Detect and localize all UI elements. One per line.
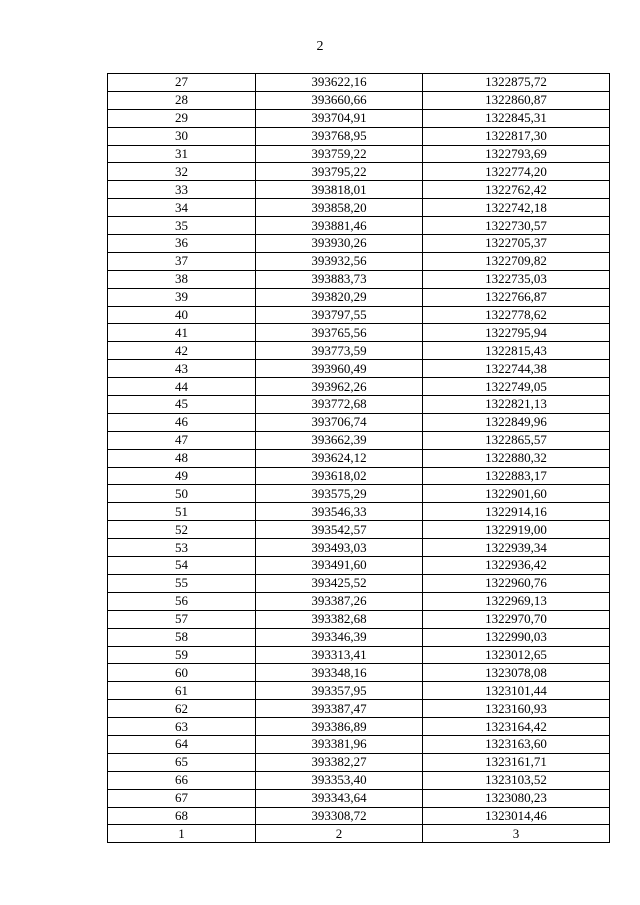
table-row	[108, 592, 610, 610]
x-coordinate-cell: 393660,66	[256, 91, 423, 109]
x-coordinate-cell: 393387,47	[256, 700, 423, 718]
point-number-cell: 56	[108, 592, 256, 610]
x-coordinate-cell: 393960,49	[256, 360, 423, 378]
x-coordinate-cell: 393382,68	[256, 610, 423, 628]
point-number-cell: 60	[108, 664, 256, 682]
y-coordinate-cell: 1322960,76	[423, 574, 610, 592]
table-row	[108, 217, 610, 235]
x-coordinate-cell: 393491,60	[256, 557, 423, 575]
y-coordinate-cell: 1322815,43	[423, 342, 610, 360]
y-coordinate-cell: 1323012,65	[423, 646, 610, 664]
x-coordinate-cell: 393706,74	[256, 413, 423, 431]
point-number-cell: 45	[108, 396, 256, 414]
y-coordinate-cell: 1323014,46	[423, 807, 610, 825]
point-number-cell: 40	[108, 306, 256, 324]
table-row	[108, 503, 610, 521]
x-coordinate-cell: 393382,27	[256, 753, 423, 771]
point-number-cell: 53	[108, 539, 256, 557]
x-coordinate-cell: 393343,64	[256, 789, 423, 807]
point-number-cell: 33	[108, 181, 256, 199]
point-number-cell: 42	[108, 342, 256, 360]
point-number-cell: 36	[108, 235, 256, 253]
x-coordinate-cell: 393357,95	[256, 682, 423, 700]
column-number-cell: 3	[423, 825, 610, 843]
y-coordinate-cell: 1322774,20	[423, 163, 610, 181]
x-coordinate-cell: 393759,22	[256, 145, 423, 163]
y-coordinate-cell: 1323080,23	[423, 789, 610, 807]
point-number-cell: 55	[108, 574, 256, 592]
table-row	[108, 396, 610, 414]
x-coordinate-cell: 393818,01	[256, 181, 423, 199]
x-coordinate-cell: 393313,41	[256, 646, 423, 664]
point-number-cell: 62	[108, 700, 256, 718]
page-number: 2	[316, 39, 324, 54]
y-coordinate-cell: 1322821,13	[423, 396, 610, 414]
point-number-cell: 31	[108, 145, 256, 163]
point-number-cell: 65	[108, 753, 256, 771]
table-row	[108, 413, 610, 431]
point-number-cell: 67	[108, 789, 256, 807]
table-row	[108, 91, 610, 109]
point-number-cell: 52	[108, 521, 256, 539]
x-coordinate-cell: 393772,68	[256, 396, 423, 414]
point-number-cell: 64	[108, 735, 256, 753]
y-coordinate-cell: 1322845,31	[423, 109, 610, 127]
x-coordinate-cell: 393820,29	[256, 288, 423, 306]
x-coordinate-cell: 393662,39	[256, 431, 423, 449]
point-number-cell: 29	[108, 109, 256, 127]
x-coordinate-cell: 393493,03	[256, 539, 423, 557]
table-row	[108, 360, 610, 378]
y-coordinate-cell: 1322883,17	[423, 467, 610, 485]
column-number-cell: 2	[256, 825, 423, 843]
x-coordinate-cell: 393348,16	[256, 664, 423, 682]
table-row	[108, 700, 610, 718]
y-coordinate-cell: 1322762,42	[423, 181, 610, 199]
point-number-cell: 43	[108, 360, 256, 378]
table-row	[108, 288, 610, 306]
column-number-cell: 1	[108, 825, 256, 843]
y-coordinate-cell: 1322744,38	[423, 360, 610, 378]
y-coordinate-cell: 1322865,57	[423, 431, 610, 449]
point-number-cell: 28	[108, 91, 256, 109]
table-row	[108, 74, 610, 92]
x-coordinate-cell: 393932,56	[256, 252, 423, 270]
y-coordinate-cell: 1322936,42	[423, 557, 610, 575]
table-row	[108, 735, 610, 753]
y-coordinate-cell: 1322742,18	[423, 199, 610, 217]
y-coordinate-cell: 1322778,62	[423, 306, 610, 324]
table-row	[108, 449, 610, 467]
x-coordinate-cell: 393386,89	[256, 718, 423, 736]
x-coordinate-cell: 393773,59	[256, 342, 423, 360]
point-number-cell: 41	[108, 324, 256, 342]
table-row	[108, 252, 610, 270]
point-number-cell: 44	[108, 378, 256, 396]
table-row	[108, 467, 610, 485]
x-coordinate-cell: 393546,33	[256, 503, 423, 521]
table-row	[108, 646, 610, 664]
point-number-cell: 32	[108, 163, 256, 181]
point-number-cell: 35	[108, 217, 256, 235]
table-row	[108, 270, 610, 288]
x-coordinate-cell: 393622,16	[256, 74, 423, 92]
x-coordinate-cell: 393575,29	[256, 485, 423, 503]
y-coordinate-cell: 1323101,44	[423, 682, 610, 700]
table-row	[108, 199, 610, 217]
y-coordinate-cell: 1322939,34	[423, 539, 610, 557]
y-coordinate-cell: 1322860,87	[423, 91, 610, 109]
table-row	[108, 109, 610, 127]
y-coordinate-cell: 1322969,13	[423, 592, 610, 610]
y-coordinate-cell: 1322970,70	[423, 610, 610, 628]
table-row	[108, 145, 610, 163]
table-row	[108, 807, 610, 825]
x-coordinate-cell: 393624,12	[256, 449, 423, 467]
point-number-cell: 61	[108, 682, 256, 700]
table-row	[108, 789, 610, 807]
table-row	[108, 557, 610, 575]
y-coordinate-cell: 1322880,32	[423, 449, 610, 467]
point-number-cell: 58	[108, 628, 256, 646]
point-number-cell: 63	[108, 718, 256, 736]
point-number-cell: 37	[108, 252, 256, 270]
table-row	[108, 682, 610, 700]
column-number-row	[108, 825, 610, 843]
y-coordinate-cell: 1322919,00	[423, 521, 610, 539]
table-row	[108, 539, 610, 557]
table-row	[108, 574, 610, 592]
table-row	[108, 235, 610, 253]
x-coordinate-cell: 393765,56	[256, 324, 423, 342]
x-coordinate-cell: 393346,39	[256, 628, 423, 646]
table-row	[108, 521, 610, 539]
x-coordinate-cell: 393858,20	[256, 199, 423, 217]
point-number-cell: 68	[108, 807, 256, 825]
table-row	[108, 324, 610, 342]
point-number-cell: 51	[108, 503, 256, 521]
point-number-cell: 39	[108, 288, 256, 306]
x-coordinate-cell: 393542,57	[256, 521, 423, 539]
table-row	[108, 431, 610, 449]
coordinates-table	[107, 73, 610, 843]
x-coordinate-cell: 393881,46	[256, 217, 423, 235]
y-coordinate-cell: 1323103,52	[423, 771, 610, 789]
x-coordinate-cell: 393795,22	[256, 163, 423, 181]
y-coordinate-cell: 1322990,03	[423, 628, 610, 646]
table-row	[108, 163, 610, 181]
table-row	[108, 753, 610, 771]
x-coordinate-cell: 393353,40	[256, 771, 423, 789]
x-coordinate-cell: 393930,26	[256, 235, 423, 253]
y-coordinate-cell: 1323163,60	[423, 735, 610, 753]
y-coordinate-cell: 1323160,93	[423, 700, 610, 718]
y-coordinate-cell: 1322766,87	[423, 288, 610, 306]
point-number-cell: 57	[108, 610, 256, 628]
x-coordinate-cell: 393883,73	[256, 270, 423, 288]
point-number-cell: 66	[108, 771, 256, 789]
x-coordinate-cell: 393425,52	[256, 574, 423, 592]
y-coordinate-cell: 1322849,96	[423, 413, 610, 431]
point-number-cell: 54	[108, 557, 256, 575]
point-number-cell: 59	[108, 646, 256, 664]
y-coordinate-cell: 1322705,37	[423, 235, 610, 253]
y-coordinate-cell: 1322709,82	[423, 252, 610, 270]
y-coordinate-cell: 1323078,08	[423, 664, 610, 682]
point-number-cell: 47	[108, 431, 256, 449]
point-number-cell: 27	[108, 74, 256, 92]
y-coordinate-cell: 1322749,05	[423, 378, 610, 396]
table-row	[108, 610, 610, 628]
point-number-cell: 46	[108, 413, 256, 431]
table-row	[108, 181, 610, 199]
table-row	[108, 306, 610, 324]
y-coordinate-cell: 1322735,03	[423, 270, 610, 288]
y-coordinate-cell: 1322914,16	[423, 503, 610, 521]
table-row	[108, 718, 610, 736]
point-number-cell: 38	[108, 270, 256, 288]
y-coordinate-cell: 1322901,60	[423, 485, 610, 503]
x-coordinate-cell: 393704,91	[256, 109, 423, 127]
point-number-cell: 34	[108, 199, 256, 217]
y-coordinate-cell: 1322875,72	[423, 74, 610, 92]
point-number-cell: 48	[108, 449, 256, 467]
y-coordinate-cell: 1322793,69	[423, 145, 610, 163]
y-coordinate-cell: 1323161,71	[423, 753, 610, 771]
y-coordinate-cell: 1322817,30	[423, 127, 610, 145]
x-coordinate-cell: 393618,02	[256, 467, 423, 485]
y-coordinate-cell: 1322730,57	[423, 217, 610, 235]
point-number-cell: 49	[108, 467, 256, 485]
y-coordinate-cell: 1322795,94	[423, 324, 610, 342]
table-row	[108, 664, 610, 682]
table-row	[108, 628, 610, 646]
x-coordinate-cell: 393768,95	[256, 127, 423, 145]
point-number-cell: 30	[108, 127, 256, 145]
x-coordinate-cell: 393797,55	[256, 306, 423, 324]
x-coordinate-cell: 393387,26	[256, 592, 423, 610]
table-row	[108, 771, 610, 789]
x-coordinate-cell: 393308,72	[256, 807, 423, 825]
table-body	[108, 74, 610, 843]
table-row	[108, 342, 610, 360]
point-number-cell: 50	[108, 485, 256, 503]
y-coordinate-cell: 1323164,42	[423, 718, 610, 736]
table-row	[108, 485, 610, 503]
table-row	[108, 378, 610, 396]
x-coordinate-cell: 393381,96	[256, 735, 423, 753]
x-coordinate-cell: 393962,26	[256, 378, 423, 396]
table-row	[108, 127, 610, 145]
